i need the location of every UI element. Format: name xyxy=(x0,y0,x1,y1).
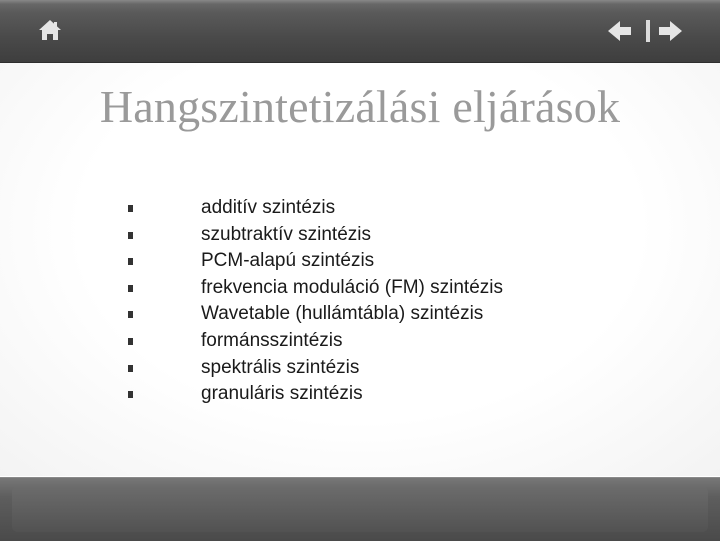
list-item-label: szubtraktív szintézis xyxy=(201,223,371,245)
list-item-label: granuláris szintézis xyxy=(201,383,363,405)
top-toolbar xyxy=(0,0,720,63)
bullet-marker xyxy=(128,338,133,345)
arrow-right-icon xyxy=(656,17,686,45)
bottom-bar-panel xyxy=(12,486,708,532)
bullet-marker xyxy=(128,285,133,292)
list-item-label: spektrális szintézis xyxy=(201,356,360,378)
previous-slide-button[interactable] xyxy=(604,17,634,45)
next-slide-button[interactable] xyxy=(656,17,686,45)
bottom-bar xyxy=(0,477,720,541)
arrow-left-icon xyxy=(604,17,634,45)
list-item-label: frekvencia moduláció (FM) szintézis xyxy=(201,276,503,298)
bullet-marker xyxy=(128,311,133,318)
bullet-marker xyxy=(128,391,133,398)
home-icon xyxy=(35,16,65,44)
home-button[interactable] xyxy=(35,16,65,44)
bullet-marker xyxy=(128,232,133,239)
list-item-label: Wavetable (hullámtábla) szintézis xyxy=(201,303,484,325)
nav-divider xyxy=(646,20,650,42)
list-item-label: formánsszintézis xyxy=(201,329,343,351)
toolbar-sheen xyxy=(0,0,720,4)
bullet-marker xyxy=(128,205,133,212)
bullet-marker xyxy=(128,365,133,372)
list-item-label: PCM-alapú szintézis xyxy=(201,250,375,272)
list-item-label: additív szintézis xyxy=(201,197,336,218)
slide-title: Hangszintetizálási eljárások xyxy=(99,81,621,132)
bullet-marker xyxy=(128,258,133,265)
